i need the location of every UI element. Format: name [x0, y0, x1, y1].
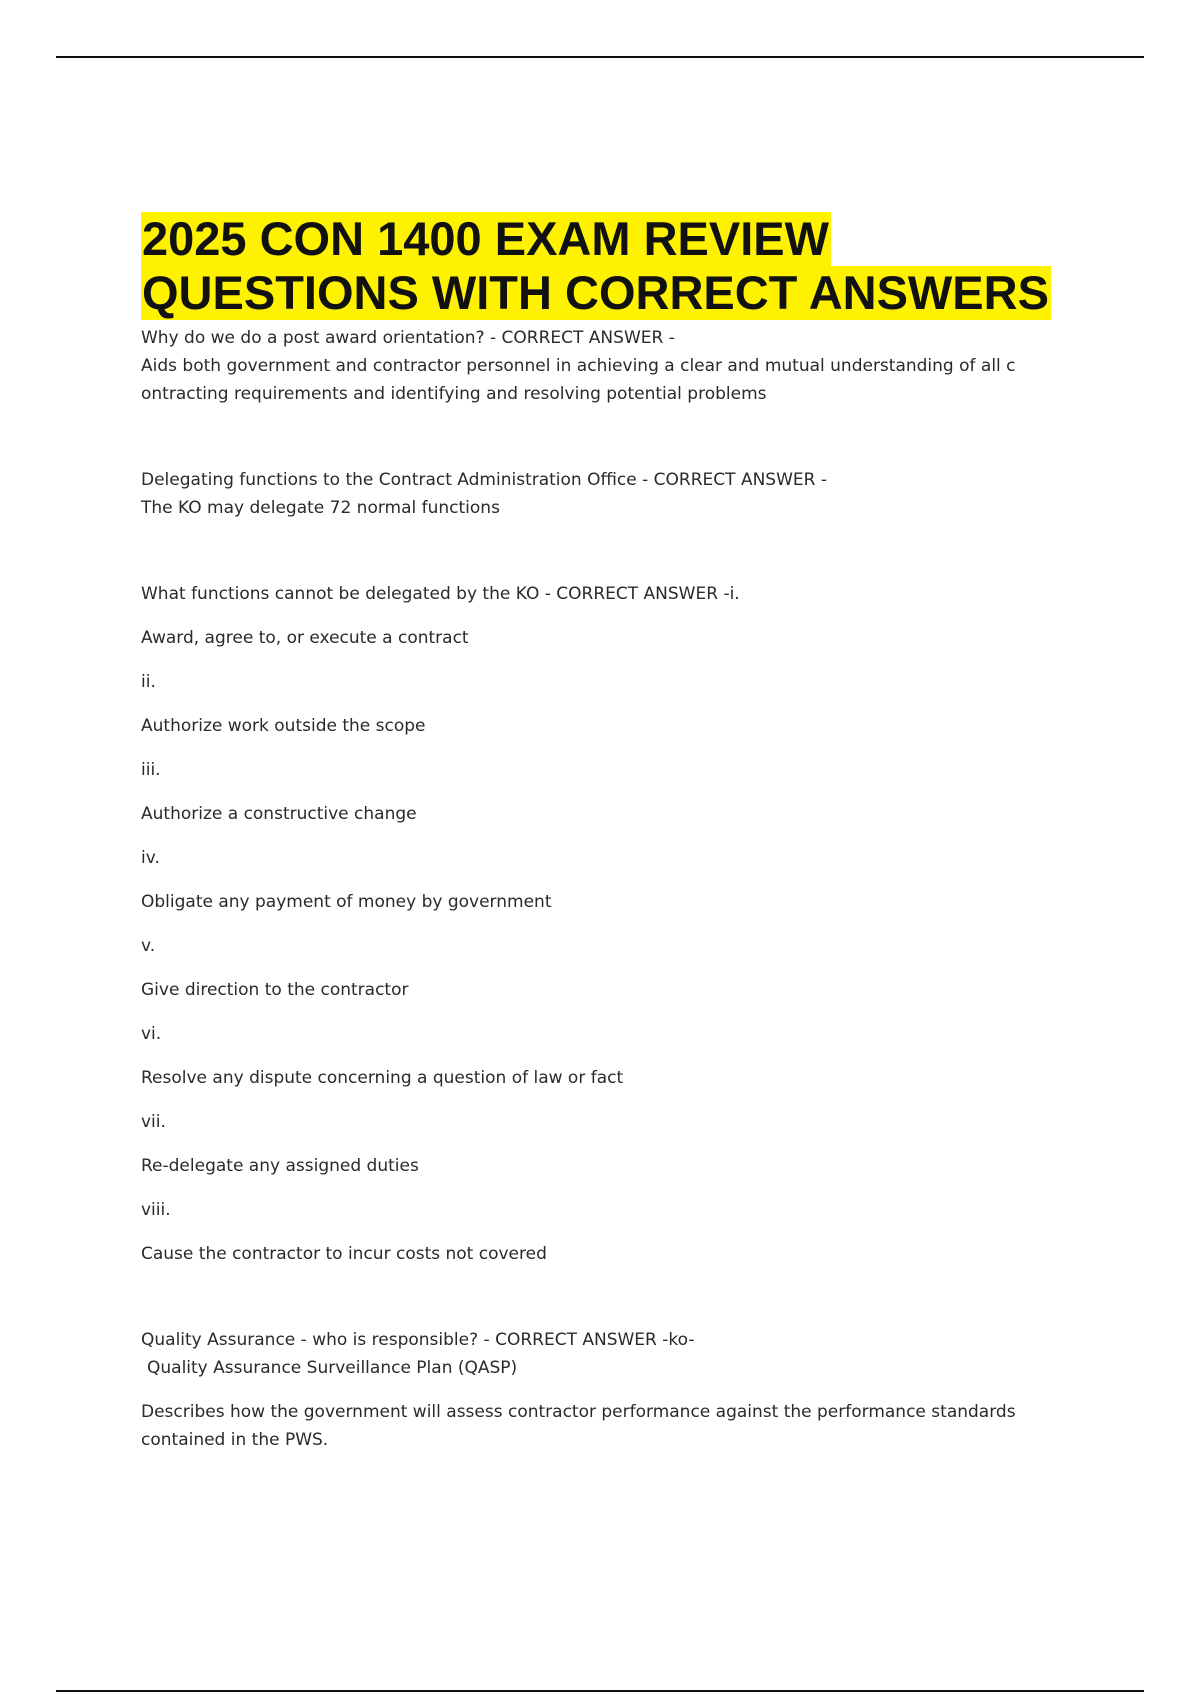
qa-item-1	[141, 324, 1071, 408]
answer-1-line-1: Aids both government and contractor personnel in achieving a clear and mutual understanding of all c	[141, 356, 1016, 376]
list-item: Authorize work outside the scope	[141, 716, 426, 736]
question-1: Why do we do a post award orientation? - CORRECT ANSWER -	[141, 328, 675, 348]
list-item: Cause the contractor to incur costs not covered	[141, 1244, 547, 1264]
list-item: Authorize a constructive change	[141, 804, 417, 824]
bottom-rule	[56, 1690, 1144, 1692]
top-rule	[56, 56, 1144, 58]
document-title	[141, 212, 1071, 320]
list-item: iv.	[141, 848, 160, 868]
qa-item-2	[141, 466, 1071, 522]
qa-item-3	[141, 580, 1071, 1268]
list-item: vi.	[141, 1024, 162, 1044]
title-line-2: QUESTIONS WITH CORRECT ANSWERS	[142, 266, 1049, 319]
description-4-line-1: Describes how the government will assess contractor performance against the performance standards	[141, 1402, 1016, 1422]
list-item: Obligate any payment of money by government	[141, 892, 552, 912]
question-2: Delegating functions to the Contract Administration Office - CORRECT ANSWER -	[141, 470, 827, 490]
list-item: Re-delegate any assigned duties	[141, 1156, 419, 1176]
document-body	[141, 212, 1071, 1454]
list-item: viii.	[141, 1200, 171, 1220]
description-4-line-2: contained in the PWS.	[141, 1430, 329, 1450]
list-item: Give direction to the contractor	[141, 980, 409, 1000]
answer-2-line-1: The KO may delegate 72 normal functions	[141, 498, 500, 518]
list-item: vii.	[141, 1112, 166, 1132]
list-item: Award, agree to, or execute a contract	[141, 628, 469, 648]
list-item: ii.	[141, 672, 156, 692]
answer-1-line-2: ontracting requirements and identifying and resolving potential problems	[141, 384, 767, 404]
question-4: Quality Assurance - who is responsible? - CORRECT ANSWER -ko-	[141, 1330, 695, 1350]
answer-4-line-1: Quality Assurance Surveillance Plan (QASP)	[147, 1358, 518, 1378]
qa-item-4	[141, 1326, 1071, 1454]
list-item: Resolve any dispute concerning a question of law or fact	[141, 1068, 624, 1088]
title-line-1: 2025 CON 1400 EXAM REVIEW	[142, 212, 829, 265]
list-item: v.	[141, 936, 156, 956]
list-item: iii.	[141, 760, 161, 780]
question-3: What functions cannot be delegated by the KO - CORRECT ANSWER -i.	[141, 584, 740, 604]
